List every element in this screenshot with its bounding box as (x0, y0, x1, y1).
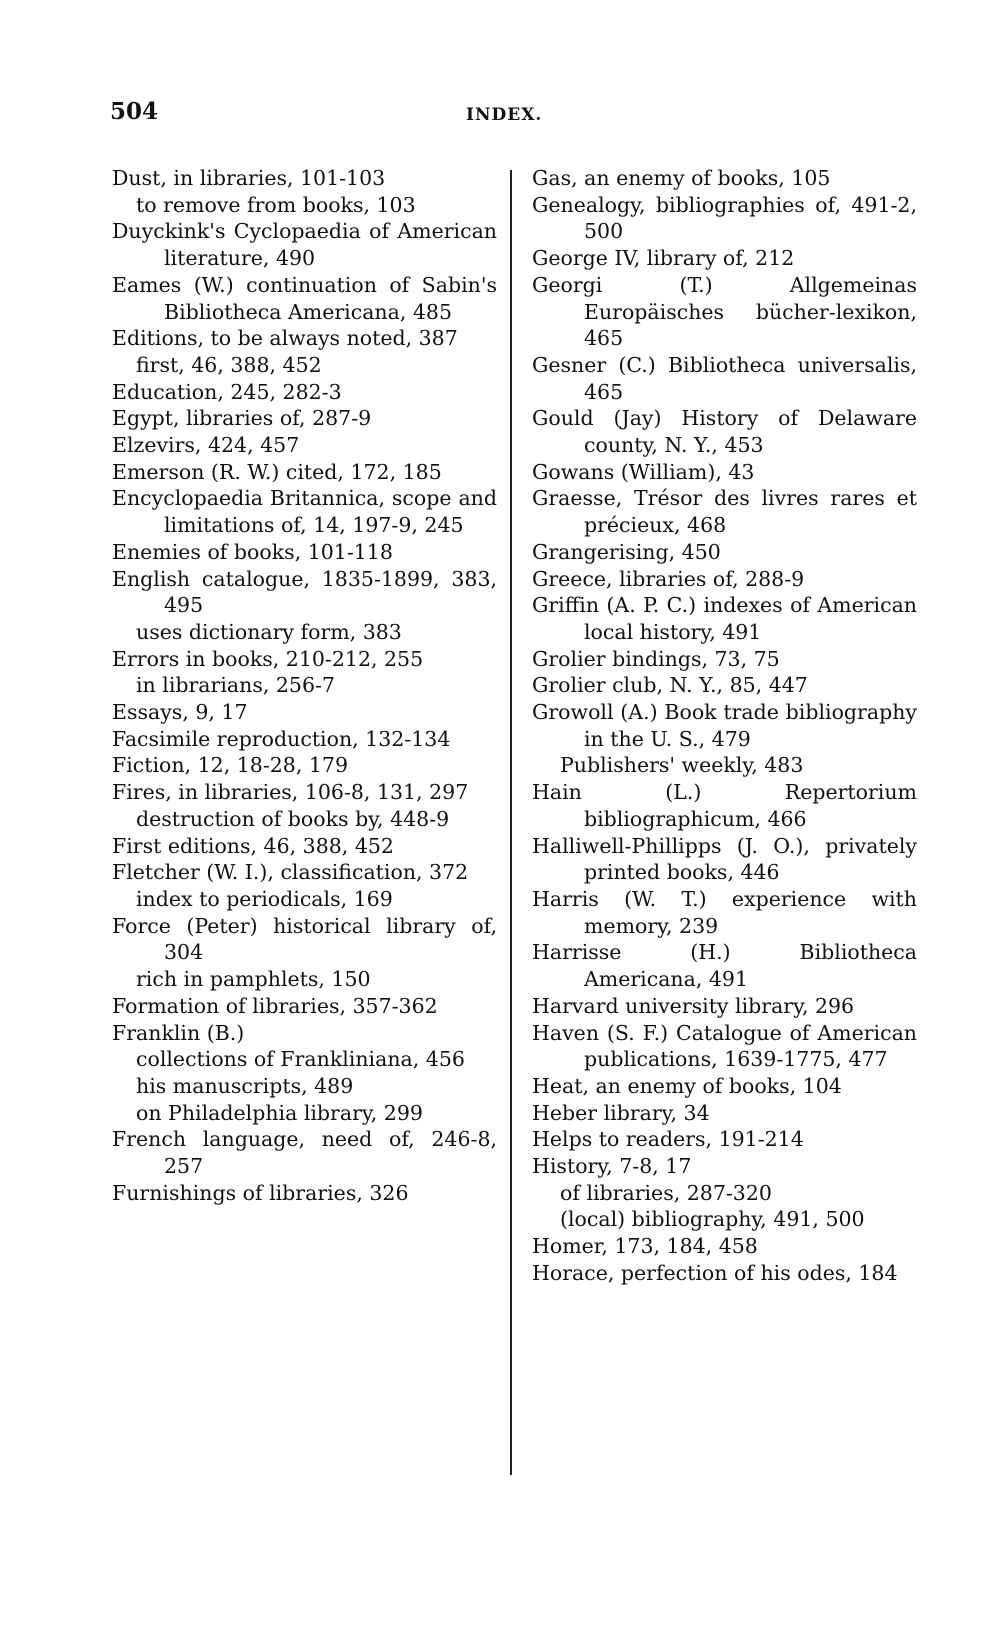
index-entry: Egypt, libraries of, 287-9 (112, 406, 372, 431)
index-entry: Growoll (A.) Book trade bibliography in the U. S., 479 (532, 700, 917, 751)
index-column-left (112, 165, 497, 1206)
index-entry: Emerson (R. W.) cited, 172, 185 (112, 459, 442, 484)
index-entry: Horace, perfection of his odes, 184 (532, 1260, 898, 1285)
index-entry: Hain (L.) Repertorium bibliographicum, 466 (532, 780, 917, 831)
index-entry: Halliwell-Phillipps (J. O.), privately printed books, 446 (532, 833, 917, 885)
index-entry: Dust, in libraries, 101-103 (112, 166, 386, 190)
index-entry: French language, need of, 246-8, 257 (112, 1127, 497, 1179)
index-subentry: to remove from books, 103 (136, 192, 416, 217)
index-subentry: collections of Frankliniana, 456 (136, 1047, 465, 1072)
index-entry: Haven (S. F.) Catalogue of American publications, 1639-1775, 477 (532, 1020, 917, 1072)
index-column-right (532, 165, 917, 1287)
index-subentry: in librarians, 256-7 (136, 673, 335, 698)
index-entry: Editions, to be always noted, 387 (112, 326, 458, 351)
index-entry: Education, 245, 282-3 (112, 379, 342, 404)
index-entry: Furnishings of libraries, 326 (112, 1180, 409, 1205)
page-header (110, 98, 910, 138)
index-subentry: on Philadelphia library, 299 (136, 1100, 423, 1125)
index-entry: Harris (W. T.) experience with memory, 239 (532, 886, 917, 938)
index-entry: Grangerising, 450 (532, 539, 721, 564)
index-entry: Griffin (A. P. C.) indexes of American local history, 491 (532, 593, 917, 644)
index-entry: Gowans (William), 43 (532, 459, 755, 484)
index-entry: Heat, an enemy of books, 104 (532, 1073, 842, 1098)
index-entry: Elzevirs, 424, 457 (112, 433, 300, 458)
index-entry: First editions, 46, 388, 452 (112, 833, 394, 858)
index-entry: Georgi (T.) Allgemeinas Europäisches bücher-lexikon, 465 (532, 272, 917, 351)
index-entry: Fletcher (W. I.), classification, 372 (112, 860, 469, 885)
index-entry: Graesse, Trésor des livres rares et précieux, 468 (532, 486, 917, 538)
index-entry: Fires, in libraries, 106-8, 131, 297 (112, 780, 469, 805)
index-subentry: his manuscripts, 489 (136, 1073, 354, 1098)
index-entry: George IV, library of, 212 (532, 246, 795, 271)
index-subentry: (local) bibliography, 491, 500 (560, 1207, 865, 1232)
index-entry: Grolier club, N. Y., 85, 447 (532, 673, 808, 698)
index-entry: Homer, 173, 184, 458 (532, 1234, 758, 1259)
index-entry: Errors in books, 210-212, 255 (112, 646, 424, 671)
index-entry: Genealogy, bibliographies of, 491-2, 500 (532, 192, 917, 244)
index-entry: Facsimile reproduction, 132-134 (112, 726, 451, 751)
index-entry: Force (Peter) historical library of, 304 (112, 913, 497, 965)
index-entry: Essays, 9, 17 (112, 700, 248, 725)
running-head: INDEX. (466, 105, 543, 125)
index-entry: Helps to readers, 191-214 (532, 1127, 804, 1152)
index-subentry: of libraries, 287-320 (560, 1180, 772, 1205)
index-subentry: rich in pamphlets, 150 (136, 967, 371, 992)
index-subentry: Publishers' weekly, 483 (560, 753, 804, 778)
index-subentry: index to periodicals, 169 (136, 886, 393, 911)
page-number: 504 (110, 98, 159, 125)
index-entry: Greece, libraries of, 288-9 (532, 566, 805, 591)
index-entry: Gould (Jay) History of Delaware county, N. Y., 453 (532, 406, 917, 458)
index-entry: Heber library, 34 (532, 1100, 710, 1125)
index-entry: English catalogue, 1835-1899, 383, 495 (112, 566, 497, 618)
index-entry: Harvard university library, 296 (532, 993, 855, 1018)
index-subentry: uses dictionary form, 383 (136, 619, 402, 644)
index-entry: Fiction, 12, 18-28, 179 (112, 753, 349, 778)
index-entry: Encyclopaedia Britannica, scope and limitations of, 14, 197-9, 245 (112, 486, 497, 538)
index-entry: Franklin (B.) (112, 1020, 245, 1045)
column-divider (510, 170, 512, 1475)
index-entry: History, 7-8, 17 (532, 1154, 692, 1179)
index-subentry: first, 46, 388, 452 (136, 352, 322, 377)
index-entry: Formation of libraries, 357-362 (112, 993, 438, 1018)
index-entry: Gas, an enemy of books, 105 (532, 166, 831, 190)
index-entry: Gesner (C.) Bibliotheca universalis, 465 (532, 352, 917, 404)
index-entry: Grolier bindings, 73, 75 (532, 646, 780, 671)
index-subentry: destruction of books by, 448-9 (136, 806, 450, 831)
index-entry: Duyckink's Cyclopaedia of American literature, 490 (112, 219, 497, 271)
index-entry: Eames (W.) continuation of Sabin's Bibliotheca Americana, 485 (112, 272, 497, 324)
index-entry: Harrisse (H.) Bibliotheca Americana, 491 (532, 940, 917, 992)
index-entry: Enemies of books, 101-118 (112, 539, 393, 564)
